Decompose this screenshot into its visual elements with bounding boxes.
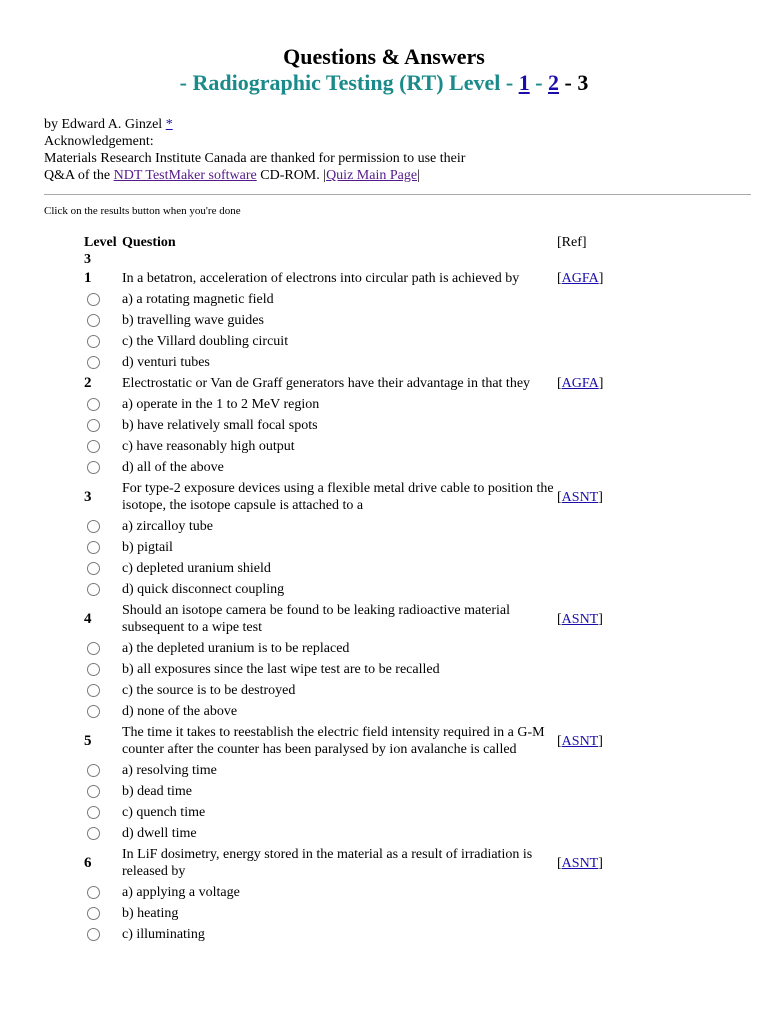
answer-row xyxy=(84,882,617,903)
subtitle-text: Radiographic Testing (RT) Level xyxy=(192,70,501,95)
answer-radio[interactable] xyxy=(87,314,100,327)
question-row xyxy=(84,268,617,289)
level-2-link[interactable]: 2 xyxy=(548,70,560,95)
answer-radio[interactable] xyxy=(87,398,100,411)
answer-row xyxy=(84,638,617,659)
answer-option[interactable]: d) all of the above xyxy=(122,460,224,475)
testmaker-link[interactable]: NDT TestMaker software xyxy=(113,168,257,183)
answer-option[interactable]: b) travelling wave guides xyxy=(122,313,264,328)
author-line xyxy=(44,116,465,133)
horizontal-rule xyxy=(44,194,751,195)
question-number: 5 xyxy=(84,732,92,749)
answer-row xyxy=(84,331,617,352)
author-footnote-link[interactable]: * xyxy=(165,117,173,132)
answer-radio[interactable] xyxy=(87,520,100,533)
answer-radio[interactable] xyxy=(87,293,100,306)
author-text: by Edward A. Ginzel xyxy=(44,117,166,132)
answer-radio[interactable] xyxy=(87,562,100,575)
ref-link[interactable]: AGFA xyxy=(561,376,599,391)
intro-block xyxy=(44,116,465,184)
answer-radio[interactable] xyxy=(87,705,100,718)
subtitle-sep-3: - xyxy=(559,70,578,95)
question-number: 3 xyxy=(84,488,92,505)
answer-radio[interactable] xyxy=(87,928,100,941)
answer-row xyxy=(84,823,617,844)
answer-radio[interactable] xyxy=(87,684,100,697)
answer-option[interactable]: a) a rotating magnetic field xyxy=(122,292,274,307)
question-ref: [AGFA] xyxy=(557,376,604,391)
qa-suffix: CD-ROM. | xyxy=(256,168,327,183)
answer-row xyxy=(84,924,617,945)
answer-radio[interactable] xyxy=(87,785,100,798)
answer-radio[interactable] xyxy=(87,335,100,348)
answer-radio[interactable] xyxy=(87,583,100,596)
question-row xyxy=(84,600,617,638)
answer-option[interactable]: a) resolving time xyxy=(122,763,217,778)
answer-option[interactable]: a) zircalloy tube xyxy=(122,519,213,534)
question-text: Should an isotope camera be found to be leaking radioactive material subsequent to a wipe test xyxy=(122,603,510,635)
question-row xyxy=(84,844,617,882)
acknowledgement-text: Materials Research Institute Canada are thanked for permission to use their xyxy=(44,151,466,166)
quiz-main-page-link[interactable]: Quiz Main Page xyxy=(326,168,418,183)
answer-radio[interactable] xyxy=(87,419,100,432)
acknowledgement-label: Acknowledgement: xyxy=(44,134,154,149)
answer-radio[interactable] xyxy=(87,806,100,819)
answer-row xyxy=(84,415,617,436)
answer-radio[interactable] xyxy=(87,440,100,453)
answer-row xyxy=(84,352,617,373)
ref-link[interactable]: ASNT xyxy=(561,489,599,505)
question-text: The time it takes to reestablish the electric field intensity required in a G-M counter after the counter has been paralysed by ion avalanche is called xyxy=(122,725,545,757)
answer-option[interactable]: c) the Villard doubling circuit xyxy=(122,334,289,349)
page-subtitle xyxy=(0,70,768,96)
question-row xyxy=(84,722,617,760)
question-text: In LiF dosimetry, energy stored in the material as a result of irradiation is released by xyxy=(122,847,533,879)
question-text: In a betatron, acceleration of electrons into circular path is achieved by xyxy=(122,271,520,286)
question-ref: [AGFA] xyxy=(557,271,604,286)
answer-row xyxy=(84,680,617,701)
answer-row xyxy=(84,802,617,823)
answer-radio[interactable] xyxy=(87,663,100,676)
answer-radio[interactable] xyxy=(87,764,100,777)
answer-radio[interactable] xyxy=(87,461,100,474)
answer-row xyxy=(84,701,617,722)
quiz-table xyxy=(84,234,617,945)
question-ref: [ASNT] xyxy=(557,489,603,505)
qa-prefix: Q&A of the xyxy=(44,168,114,183)
question-number: 6 xyxy=(84,854,92,871)
answer-row xyxy=(84,659,617,680)
question-number: 1 xyxy=(84,270,92,286)
page-title: Questions & Answers xyxy=(283,44,485,69)
answer-row xyxy=(84,579,617,600)
answer-option[interactable]: b) heating xyxy=(122,906,179,921)
level-header: Level 3 xyxy=(84,235,117,267)
answer-option[interactable]: c) depleted uranium shield xyxy=(122,561,271,576)
level-1-link[interactable]: 1 xyxy=(518,70,530,95)
answer-option[interactable]: c) illuminating xyxy=(122,927,205,942)
answer-option[interactable]: b) pigtail xyxy=(122,540,173,555)
answer-radio[interactable] xyxy=(87,642,100,655)
answer-option[interactable]: b) all exposures since the last wipe test are to be recalled xyxy=(122,662,440,677)
question-ref: [ASNT] xyxy=(557,611,603,627)
answer-row xyxy=(84,781,617,802)
question-number: 2 xyxy=(84,375,92,391)
answer-row xyxy=(84,903,617,924)
answer-option[interactable]: d) dwell time xyxy=(122,826,197,841)
table-header-row xyxy=(84,234,617,268)
answer-option[interactable]: a) the depleted uranium is to be replaced xyxy=(122,641,350,656)
answer-radio[interactable] xyxy=(87,886,100,899)
ref-header: [Ref] xyxy=(557,235,587,250)
question-ref: [ASNT] xyxy=(557,733,603,749)
answer-row xyxy=(84,537,617,558)
page-header xyxy=(0,44,768,96)
ref-link[interactable]: ASNT xyxy=(561,611,599,627)
answer-option[interactable]: c) quench time xyxy=(122,805,206,820)
answer-row xyxy=(84,457,617,478)
answer-option[interactable]: c) the source is to be destroyed xyxy=(122,683,296,698)
answer-option[interactable]: a) applying a voltage xyxy=(122,885,240,900)
answer-option[interactable]: b) have relatively small focal spots xyxy=(122,418,318,433)
answer-option[interactable]: b) dead time xyxy=(122,784,192,799)
instructions-text: Click on the results button when you're done xyxy=(44,205,241,217)
answer-row xyxy=(84,310,617,331)
answer-row xyxy=(84,394,617,415)
current-level: 3 xyxy=(577,70,589,95)
answer-radio[interactable] xyxy=(87,907,100,920)
level-value: 3 xyxy=(84,252,91,267)
question-text: For type-2 exposure devices using a flexible metal drive cable to position the isotope, the isotope capsule is attached to a xyxy=(122,481,554,513)
question-number: 4 xyxy=(84,610,92,627)
ref-link[interactable]: ASNT xyxy=(561,855,599,871)
answer-row xyxy=(84,558,617,579)
answer-option[interactable]: d) none of the above xyxy=(122,704,238,719)
answer-row xyxy=(84,516,617,537)
answer-row xyxy=(84,436,617,457)
qa-end: | xyxy=(417,168,420,183)
answer-radio[interactable] xyxy=(87,541,100,554)
answer-radio[interactable] xyxy=(87,356,100,369)
subtitle-sep-1: - xyxy=(500,70,519,95)
answer-row xyxy=(84,289,617,310)
question-row xyxy=(84,478,617,516)
answer-radio[interactable] xyxy=(87,827,100,840)
answer-row xyxy=(84,760,617,781)
question-text: Electrostatic or Van de Graff generators have their advantage in that they xyxy=(122,376,531,391)
question-ref: [ASNT] xyxy=(557,855,603,871)
ref-link[interactable]: ASNT xyxy=(561,733,599,749)
subtitle-sep-2: - xyxy=(529,70,549,95)
qa-source-line xyxy=(44,167,465,184)
question-row xyxy=(84,373,617,394)
subtitle-dash: - xyxy=(179,70,193,95)
answer-option[interactable]: d) venturi tubes xyxy=(122,355,210,370)
answer-option[interactable]: d) quick disconnect coupling xyxy=(122,582,285,597)
question-header: Question xyxy=(122,235,176,250)
ref-link[interactable]: AGFA xyxy=(561,271,599,286)
answer-option[interactable]: a) operate in the 1 to 2 MeV region xyxy=(122,397,320,412)
answer-option[interactable]: c) have reasonably high output xyxy=(122,439,295,454)
